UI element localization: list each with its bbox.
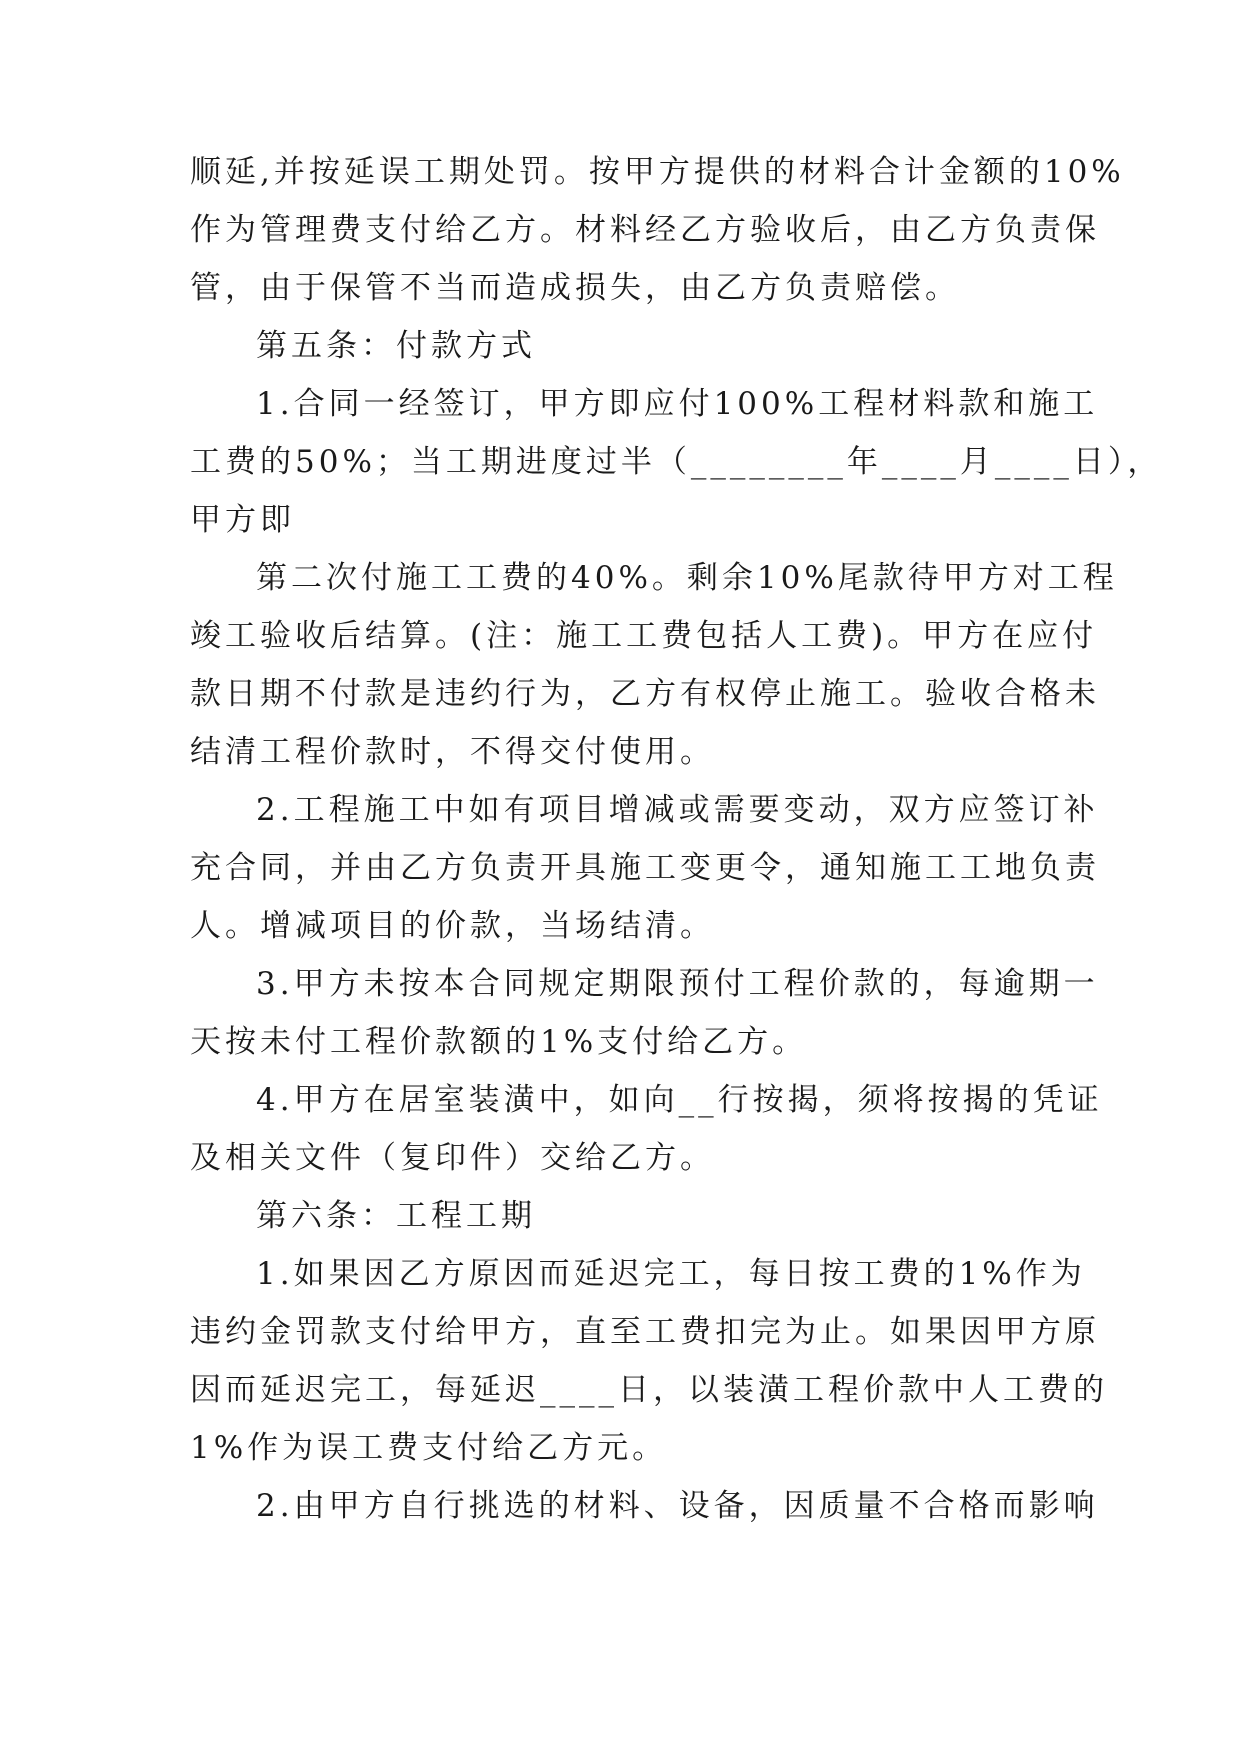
- body-text-line: 2.由甲方自行挑选的材料、设备，因质量不合格而影响: [256, 1488, 1099, 1524]
- body-text-line: 充合同，并由乙方负责开具施工变更令，通知施工工地负责: [190, 850, 1100, 886]
- body-text-line: 结清工程价款时，不得交付使用。: [190, 734, 715, 770]
- body-text-line: 甲方即: [190, 502, 295, 538]
- body-text-line: 及相关文件（复印件）交给乙方。: [190, 1140, 715, 1176]
- body-text-line: 管，由于保管不当而造成损失，由乙方负责赔偿。: [190, 270, 960, 306]
- body-text-line: 顺延,并按延误工期处罚。按甲方提供的材料合计金额的10%: [190, 154, 1125, 190]
- body-text-line: 因而延迟完工，每延迟____日，以装潢工程价款中人工费的: [190, 1372, 1108, 1408]
- body-text-line: 1%作为误工费支付给乙方元。: [190, 1430, 668, 1466]
- body-text-line: 1.如果因乙方原因而延迟完工，每日按工费的1%作为: [256, 1256, 1086, 1292]
- body-text-line: 违约金罚款支付给甲方，直至工费扣完为止。如果因甲方原: [190, 1314, 1100, 1350]
- body-text-line: 人。增减项目的价款，当场结清。: [190, 908, 715, 944]
- body-text-line: 天按未付工程价款额的1%支付给乙方。: [190, 1024, 808, 1060]
- body-text-line: 2.工程施工中如有项目增减或需要变动，双方应签订补: [256, 792, 1099, 828]
- section-heading: 第六条：工程工期: [256, 1198, 536, 1234]
- body-text-line: 款日期不付款是违约行为，乙方有权停止施工。验收合格未: [190, 676, 1100, 712]
- body-text-line: 4.甲方在居室装潢中，如向__行按揭，须将按揭的凭证: [256, 1082, 1103, 1118]
- body-text-line: 竣工验收后结算。(注：施工工费包括人工费)。甲方在应付: [190, 618, 1098, 654]
- body-text-line: 3.甲方未按本合同规定期限预付工程价款的，每逾期一: [256, 966, 1099, 1002]
- body-text-line: 第二次付施工工费的40%。剩余10%尾款待甲方对工程: [256, 560, 1118, 596]
- body-text-line: 作为管理费支付给乙方。材料经乙方验收后，由乙方负责保: [190, 212, 1100, 248]
- body-text-line: 工费的50%；当工期进度过半（________年____月____日），: [190, 444, 1163, 480]
- section-heading: 第五条：付款方式: [256, 328, 536, 364]
- body-text-line: 1.合同一经签订，甲方即应付100%工程材料款和施工: [256, 386, 1099, 422]
